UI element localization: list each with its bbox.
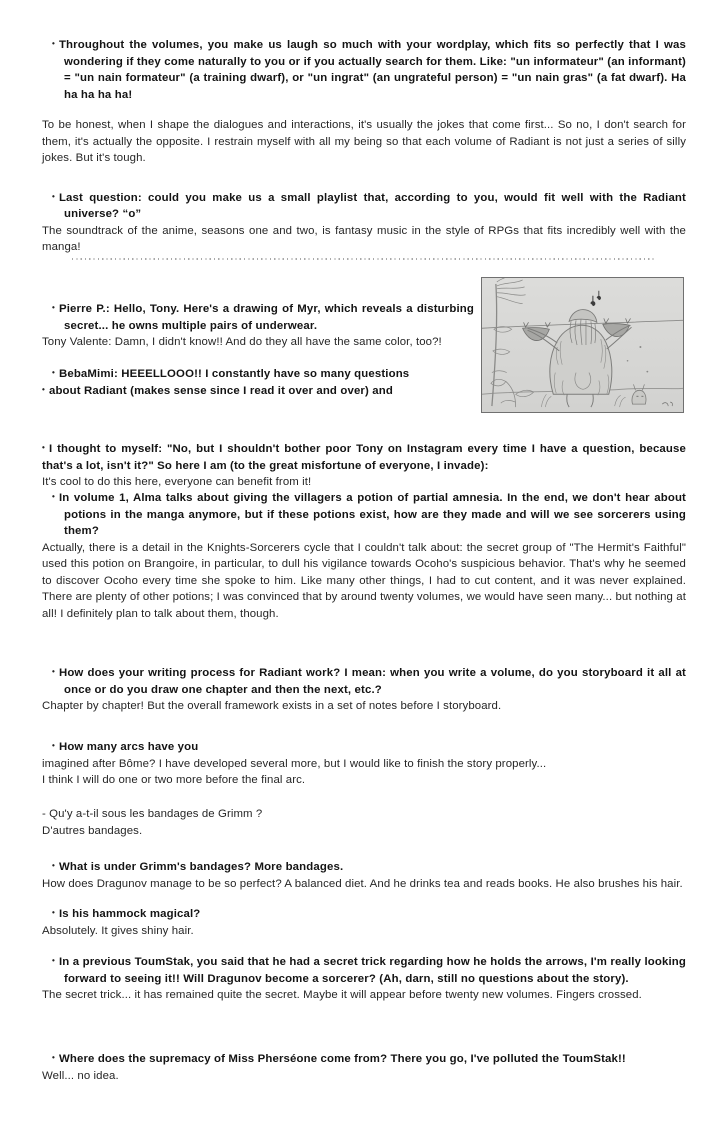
- question-secret-trick: • In a previous ToumStak, you said that he had a secret trick regarding how he holds the arrows, I'm really looking forward to seeing it!! Will Dragunov become a sorcerer? (Ah, darn, still no questions about the story).: [42, 953, 686, 987]
- spacer: [42, 103, 686, 117]
- section-arcs: [42, 738, 686, 789]
- answer-arcs-line-2: I think I will do one or two more before the final arc.: [42, 774, 306, 787]
- answer-secret-trick: The secret trick... it has remained quite the secret. Maybe it will appear before twenty new volumes. Fingers crossed.: [42, 989, 642, 1001]
- question-bebamimi-line-2: • about Radiant (makes sense since I read it over and over) and: [42, 382, 686, 400]
- answer-pherseone: Well... no idea.: [42, 1069, 119, 1082]
- answer-potions: Actually, there is a detail in the Knights-Sorcerers cycle that I couldn't talk about: the secret group of "The Hermit's Faithful" used this potion on Brangoire, in particular, to dull his vigilance towards Ocoho's suspicious behavior. That's why he seemed to discover Ocoho every time she spoke to him. Like many other things, I had to cut content, and it was never explained. There are plenty of other potions; I was convinced that by around twenty volumes, we would have seen many... but nothing at all! I definitely plan to talk about them, though.: [42, 541, 686, 620]
- question-wordplay: • Throughout the volumes, you make us laugh so much with your wordplay, which fits so perfectly that I was wondering if they come naturally to you or if you actually search for them. Like: "un informateur" (an informant) = "un nain formateur" (a training dwarf), or "un ingrat" (an ungrateful person) = "un nain gras" (a fat dwarf). Ha ha ha ha ha!: [42, 36, 686, 103]
- top-content-column: [42, 36, 686, 256]
- question-grimm-french-line-1: - Qu'y a-t-il sous les bandages de Grimm ?: [42, 808, 263, 820]
- section-secret-trick: [42, 953, 686, 1004]
- question-writing-process: • How does your writing process for Radiant work? I mean: when you write a volume, do you storyboard it all at once or do you draw one chapter and then the next, etc.?: [42, 664, 686, 698]
- spacer: [42, 167, 686, 189]
- answer-grimm-bandages: How does Dragunov manage to be so perfect? A balanced diet. And he drinks tea and reads books. He also brushes his hair.: [42, 877, 683, 890]
- question-playlist: • Last question: could you make us a small playlist that, according to you, would fit well with the Radiant universe? “o”: [42, 189, 686, 223]
- question-hammock: • Is his hammock magical?: [42, 905, 686, 923]
- question-bebamimi-rest: • I thought to myself: "No, but I shouldn't bother poor Tony on Instagram every time I have a question, because that's a lot, isn't it?" So here I am (to the great misfortune of everyone, I invade):: [42, 440, 686, 474]
- answer-pierre-p: Tony Valente: Damn, I didn't know!! And do they all have the same color, too?!: [42, 336, 442, 348]
- section-pierre-p: [42, 300, 474, 351]
- section-playlist: [42, 189, 686, 256]
- spacer: [42, 351, 686, 365]
- dotted-divider: [72, 258, 656, 260]
- question-arcs: • How many arcs have you: [42, 738, 686, 756]
- question-grimm-french-line-2: D'autres bandages.: [42, 824, 143, 837]
- answer-wordplay: To be honest, when I shape the dialogues and interactions, it's usually the jokes that come first... So no, I don't search for them, it's actually the opposite. I restrain myself with all my being so that each volume of Radiant is not just a series of silly jokes. But it's tough.: [42, 119, 686, 165]
- question-pherseone: • Where does the supremacy of Miss Pherséone come from? There you go, I've polluted the ToumStak!!: [42, 1050, 686, 1068]
- answer-writing-process: Chapter by chapter! But the overall framework exists in a set of notes before I storyboard.: [42, 700, 502, 712]
- pierre-p-column: [42, 300, 686, 400]
- section-writing-process: [42, 664, 686, 715]
- section-bebamimi: [42, 365, 686, 400]
- answer-bebamimi: It's cool to do this here, everyone can benefit from it!: [42, 476, 312, 488]
- section-grimm-bandages: [42, 858, 686, 892]
- section-pherseone: [42, 1050, 686, 1084]
- question-grimm-bandages: • What is under Grimm's bandages? More bandages.: [42, 858, 686, 876]
- answer-hammock: Absolutely. It gives shiny hair.: [42, 924, 194, 937]
- section-wordplay: [42, 36, 686, 167]
- question-potions: • In volume 1, Alma talks about giving the villagers a potion of partial amnesia. In the end, we don't hear about potions in the manga anymore, but if these potions exist, how are they made and will we see sorcerers using them?: [42, 489, 686, 540]
- answer-playlist: The soundtrack of the anime, seasons one and two, is fantasy music in the style of RPGs that fits incredibly well with the manga!: [42, 224, 686, 254]
- section-grimm-french: [42, 806, 686, 839]
- answer-arcs-line-1: imagined after Bôme? I have developed several more, but I would like to finish the story properly...: [42, 757, 547, 770]
- question-pierre-p: • Pierre P.: Hello, Tony. Here's a drawing of Myr, which reveals a disturbing secret... he owns multiple pairs of underwear.: [42, 300, 474, 334]
- question-bebamimi-line-1: • BebaMimi: HEEELLOOO!! I constantly have so many questions: [42, 365, 686, 383]
- section-hammock: [42, 905, 686, 939]
- section-potions: [42, 489, 686, 622]
- bebamimi-continuation: [42, 440, 686, 491]
